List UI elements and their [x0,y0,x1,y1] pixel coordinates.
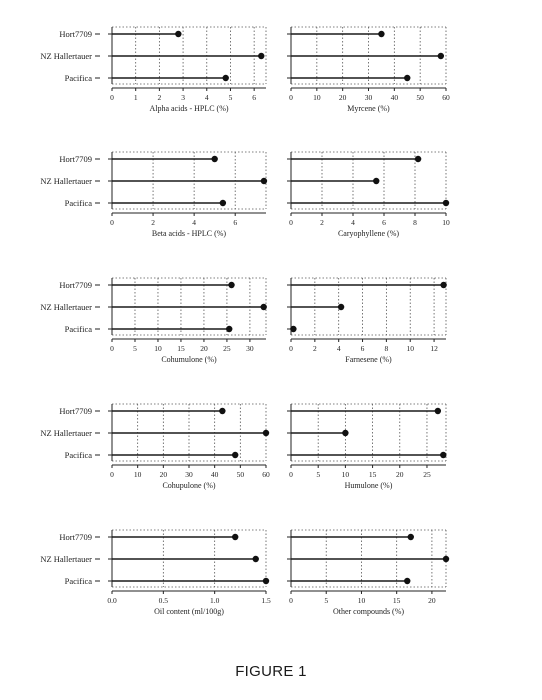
x-tick-label: 15 [177,344,185,353]
x-tick-label: 3 [181,93,185,102]
panel-2 [287,27,450,113]
x-tick-label: 20 [396,470,404,479]
x-tick-label: 0 [289,93,293,102]
value-dot [415,156,421,162]
x-tick-label: 10 [133,470,142,479]
value-dot [443,200,449,206]
panel-9 [40,530,271,616]
x-tick-label: 0 [110,218,114,227]
value-dot [443,556,449,562]
panel-8 [287,404,446,490]
x-tick-label: 60 [442,93,450,102]
category-label: Hort7709 [59,532,92,542]
x-tick-label: 4 [336,344,341,353]
x-tick-label: 15 [392,596,401,605]
value-dot [440,282,446,288]
category-label: NZ Hallertauer [40,554,92,564]
x-tick-label: 8 [413,218,417,227]
x-tick-label: 0 [110,344,114,353]
x-axis-title: Farnesene (%) [345,355,392,364]
category-label: Pacifica [64,198,92,208]
x-tick-label: 40 [210,470,219,479]
value-dot [211,156,217,162]
x-tick-label: 50 [236,470,245,479]
x-tick-label: 20 [200,344,208,353]
x-tick-label: 0 [289,470,293,479]
x-tick-label: 4 [204,93,209,102]
x-tick-label: 25 [423,470,431,479]
panel-7 [40,404,270,490]
x-tick-label: 2 [151,218,155,227]
value-dot [404,578,410,584]
value-dot [404,75,410,81]
panel-4 [287,152,450,238]
value-dot [290,326,296,332]
x-tick-label: 20 [159,470,168,479]
x-tick-label: 0.0 [107,596,117,605]
x-axis-title: Other compounds (%) [332,607,405,616]
panel-1 [40,27,266,113]
x-tick-label: 0 [289,596,293,605]
panel-10 [287,530,449,616]
x-tick-label: 0 [289,218,293,227]
x-tick-label: 5 [316,470,321,479]
value-dot [232,534,238,540]
x-tick-label: 30 [246,344,254,353]
x-axis-title: Oil content (ml/100g) [154,607,224,616]
value-dot [263,430,269,436]
x-axis-title: Myrcene (%) [347,104,390,113]
x-tick-label: 1 [133,93,138,102]
x-tick-label: 60 [262,470,270,479]
x-axis-title: Caryophyllene (%) [337,229,400,238]
x-tick-label: 10 [406,344,414,353]
x-tick-label: 8 [384,344,389,353]
x-tick-label: 10 [341,470,350,479]
x-tick-label: 0.5 [158,596,169,605]
x-tick-label: 30 [185,470,193,479]
value-dot [175,31,181,37]
category-label: NZ Hallertauer [40,428,92,438]
category-label: Hort7709 [59,280,92,290]
value-dot [219,408,225,414]
x-tick-label: 10 [313,93,321,102]
category-label: Hort7709 [59,406,92,416]
x-tick-label: 2 [157,93,162,102]
x-tick-label: 5 [228,93,233,102]
x-tick-label: 5 [324,596,329,605]
value-dot [378,31,384,37]
category-label: Pacifica [64,450,92,460]
x-tick-label: 15 [368,470,377,479]
value-dot [258,53,264,59]
x-tick-label: 12 [430,344,438,353]
x-tick-label: 10 [154,344,162,353]
x-tick-label: 20 [428,596,436,605]
value-dot [435,408,441,414]
figure-caption: FIGURE 1 [235,663,307,680]
value-dot [408,534,414,540]
x-tick-label: 6 [252,93,257,102]
x-tick-label: 4 [192,218,197,227]
value-dot [438,53,444,59]
x-tick-label: 4 [351,218,355,227]
x-tick-label: 6 [382,218,386,227]
value-dot [373,178,379,184]
value-dot [263,578,269,584]
value-dot [440,452,446,458]
x-tick-label: 2 [320,218,324,227]
value-dot [261,304,267,310]
x-tick-label: 5 [133,344,137,353]
category-label: NZ Hallertauer [40,51,92,61]
value-dot [232,452,238,458]
x-axis-title: Alpha acids - HPLC (%) [149,104,229,113]
x-tick-label: 0 [289,344,293,353]
x-axis-title: Humulone (%) [344,481,393,490]
value-dot [253,556,259,562]
value-dot [261,178,267,184]
x-tick-label: 2 [312,344,317,353]
value-dot [223,75,229,81]
x-tick-label: 10 [442,218,450,227]
x-tick-label: 20 [338,93,347,102]
x-tick-label: 10 [357,596,366,605]
x-tick-label: 6 [360,344,365,353]
category-label: Pacifica [64,576,92,586]
x-tick-label: 6 [233,218,238,227]
category-label: Pacifica [64,73,92,83]
value-dot [342,430,348,436]
x-tick-label: 25 [223,344,231,353]
value-dot [226,326,232,332]
panel-5 [40,278,267,364]
x-tick-label: 30 [364,93,373,102]
category-label: NZ Hallertauer [40,302,92,312]
panel-6 [287,278,447,364]
category-label: Hort7709 [59,29,92,39]
value-dot [220,200,226,206]
category-label: Pacifica [64,324,92,334]
category-label: Hort7709 [59,154,92,164]
x-tick-label: 0 [110,93,114,102]
x-tick-label: 1.5 [261,596,271,605]
x-tick-label: 1.0 [209,596,220,605]
x-tick-label: 40 [390,93,399,102]
x-axis-title: Cohupulone (%) [162,481,216,490]
x-tick-label: 0 [110,470,114,479]
value-dot [228,282,234,288]
x-tick-label: 50 [416,93,424,102]
category-label: NZ Hallertauer [40,176,92,186]
x-axis-title: Cohumulone (%) [161,355,217,364]
value-dot [338,304,344,310]
panel-3 [40,152,267,238]
x-axis-title: Beta acids - HPLC (%) [151,229,227,238]
